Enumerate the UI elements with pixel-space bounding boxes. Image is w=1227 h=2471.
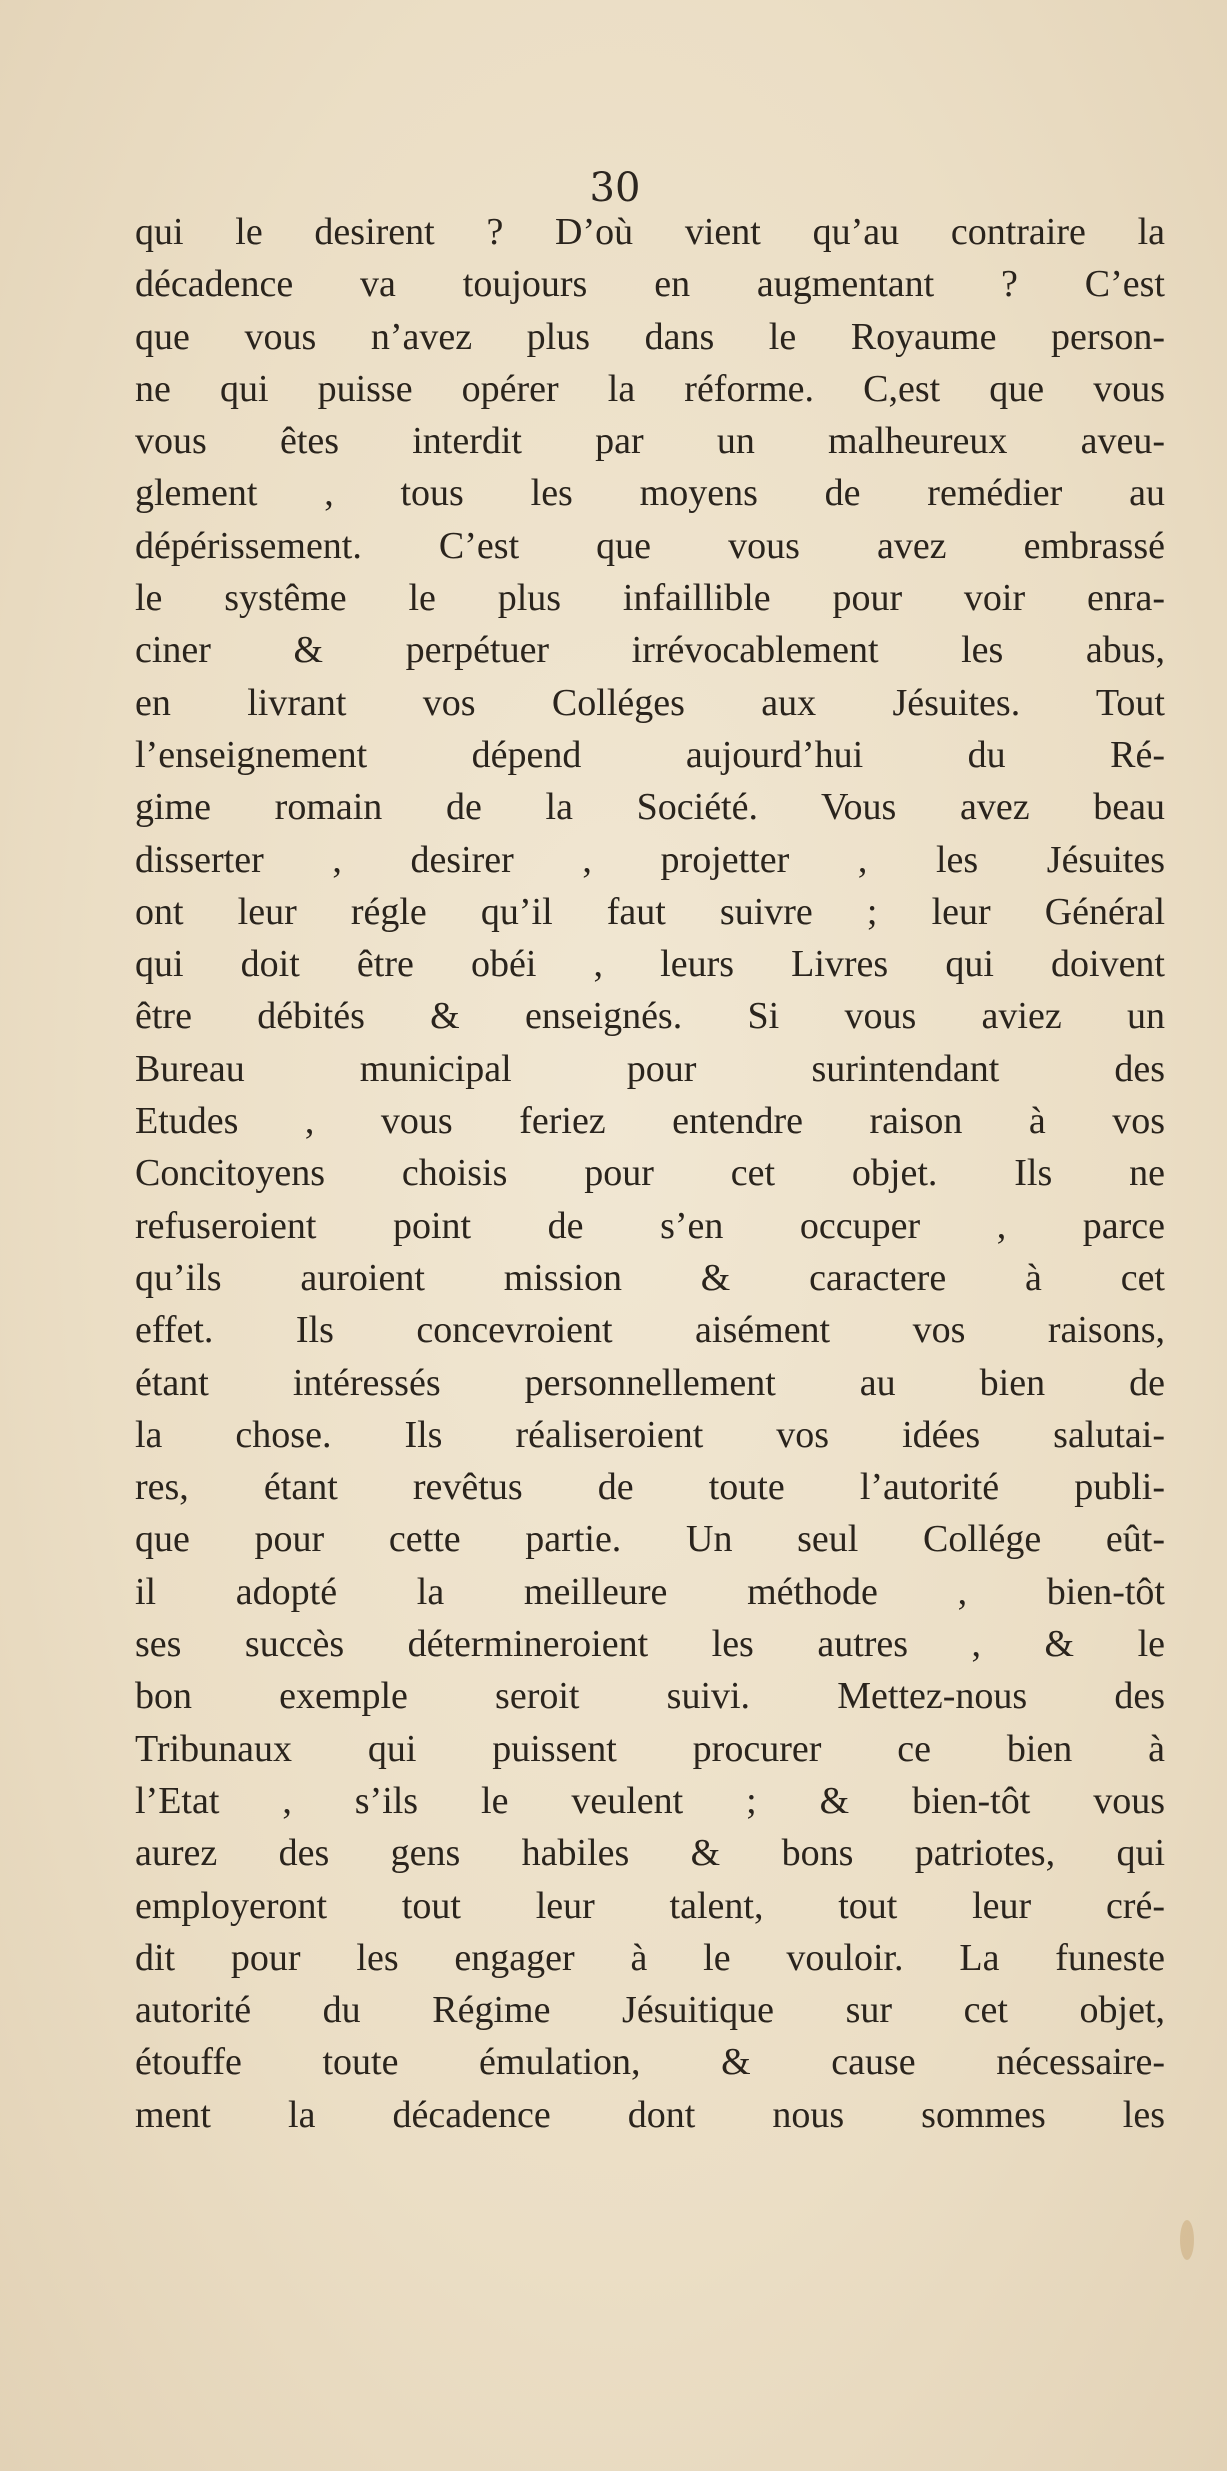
text-line: qui le desirent ? D’où vient qu’au contraire la [135, 211, 1165, 253]
text-line: Tribunaux qui puissent procurer ce bien à [135, 1727, 1165, 1770]
text-line: étant intéressés personnellement au bien de [135, 1361, 1165, 1404]
text-line: l’Etat , s’ils le veulent ; & bien-tôt vous [135, 1779, 1165, 1822]
text-line: refuseroient point de s’en occuper , parce [135, 1204, 1165, 1247]
text-line: vous êtes interdit par un malheureux aveu- [135, 420, 1165, 463]
text-line: qui doit être obéi , leurs Livres qui doivent [135, 943, 1165, 986]
text-line: qu’ils auroient mission & caractere à cet [135, 1256, 1165, 1299]
text-line: aurez des gens habiles & bons patriotes, qui [135, 1832, 1165, 1875]
text-line: que pour cette partie. Un seul Collége eût- [135, 1518, 1165, 1561]
text-line: la chose. Ils réaliseroient vos idées salutai- [135, 1413, 1165, 1456]
page-number: 30 [589, 165, 641, 211]
text-line: Concitoyens choisis pour cet objet. Ils ne [135, 1152, 1165, 1195]
text-line: disserter , desirer , projetter , les Jésuites [135, 838, 1165, 881]
text-line: ment la décadence dont nous sommes les [135, 2093, 1165, 2136]
text-line: ne qui puisse opérer la réforme. C,est que vous [135, 367, 1165, 410]
text-line: ses succès détermineroient les autres , & le [135, 1623, 1165, 1666]
text-line: décadence va toujours en augmentant ? C’est [135, 263, 1165, 306]
text-line: que vous n’avez plus dans le Royaume person- [135, 315, 1165, 358]
body-text [135, 206, 1165, 2141]
text-line: autorité du Régime Jésuitique sur cet objet, [135, 1989, 1165, 2032]
text-line: ont leur régle qu’il faut suivre ; leur Général [135, 890, 1165, 933]
text-line: être débités & enseignés. Si vous aviez un [135, 995, 1165, 1038]
text-line: dit pour les engager à le vouloir. La funeste [135, 1936, 1165, 1979]
text-line: il adopté la meilleure méthode , bien-tôt [135, 1570, 1165, 1613]
text-line: employeront tout leur talent, tout leur cré- [135, 1884, 1165, 1927]
text-line: le systême le plus infaillible pour voir enra- [135, 577, 1165, 620]
text-line: Bureau municipal pour surintendant des [135, 1047, 1165, 1090]
text-line: dépérissement. C’est que vous avez embrassé [135, 524, 1165, 567]
text-line: étouffe toute émulation, & cause nécessaire- [135, 2041, 1165, 2084]
text-line: en livrant vos Colléges aux Jésuites. Tout [135, 681, 1165, 724]
paper-stain [1180, 2220, 1194, 2260]
text-line: l’enseignement dépend aujourd’hui du Ré- [135, 733, 1165, 776]
text-line: effet. Ils concevroient aisément vos raisons, [135, 1309, 1165, 1352]
text-line: bon exemple seroit suivi. Mettez-nous des [135, 1675, 1165, 1718]
text-line: gime romain de la Société. Vous avez beau [135, 786, 1165, 829]
text-line: glement , tous les moyens de remédier au [135, 472, 1165, 515]
text-line: res, étant revêtus de toute l’autorité publi- [135, 1466, 1165, 1509]
text-line: ciner & perpétuer irrévocablement les abus, [135, 629, 1165, 672]
text-line: Etudes , vous feriez entendre raison à vos [135, 1100, 1165, 1143]
